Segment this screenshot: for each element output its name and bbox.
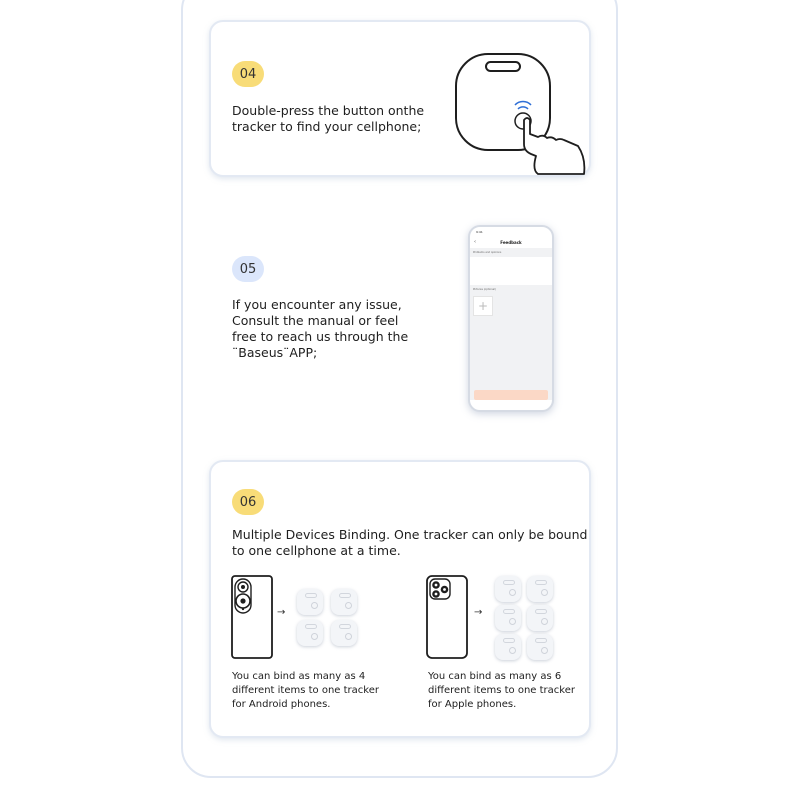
tracker-tile [331, 589, 357, 615]
tracker-tile [495, 576, 521, 602]
apple-phone-icon [426, 575, 468, 659]
pictures-label: Pictures (optional) [473, 288, 496, 291]
plus-icon: + [473, 296, 493, 316]
android-caption: You can bind as many as 4 different items to one tracker for Android phones. [232, 671, 379, 710]
submit-bar [474, 390, 548, 400]
arrow-icon: → [277, 607, 286, 618]
chevron-left-icon: ‹ [474, 239, 476, 245]
tracker-tile [527, 605, 553, 631]
step-04-text: Double-press the button onthe tracker to find your cellphone; [232, 103, 425, 134]
tracker-press-icon [452, 48, 588, 178]
android-phone-icon [231, 575, 273, 659]
feedback-title: Feedback [500, 240, 522, 245]
step-06-badge: 06 [232, 489, 264, 515]
tracker-tile [527, 576, 553, 602]
feedback-phone-screenshot [468, 225, 554, 412]
tracker-tile [297, 589, 323, 615]
step-05-text: If you encounter any issue, Consult the manual or feel free to reach us through the ¨Baseus¨APP; [232, 297, 409, 360]
tracker-tile [495, 634, 521, 660]
step-06-text: Multiple Devices Binding. One tracker can only be bound to one cellphone at a time. [232, 527, 588, 558]
step-04-badge: 04 [232, 61, 264, 87]
problems-textarea [470, 257, 552, 285]
tracker-tile [527, 634, 553, 660]
problems-label: Problems and opinions [473, 251, 502, 254]
tracker-tile [495, 605, 521, 631]
tracker-tile [297, 620, 323, 646]
arrow-icon: → [474, 607, 483, 618]
apple-caption: You can bind as many as 6 different items to one tracker for Apple phones. [428, 671, 575, 710]
status-time: 9:41 [476, 230, 483, 234]
tracker-tile [331, 620, 357, 646]
step-05-badge: 05 [232, 256, 264, 282]
